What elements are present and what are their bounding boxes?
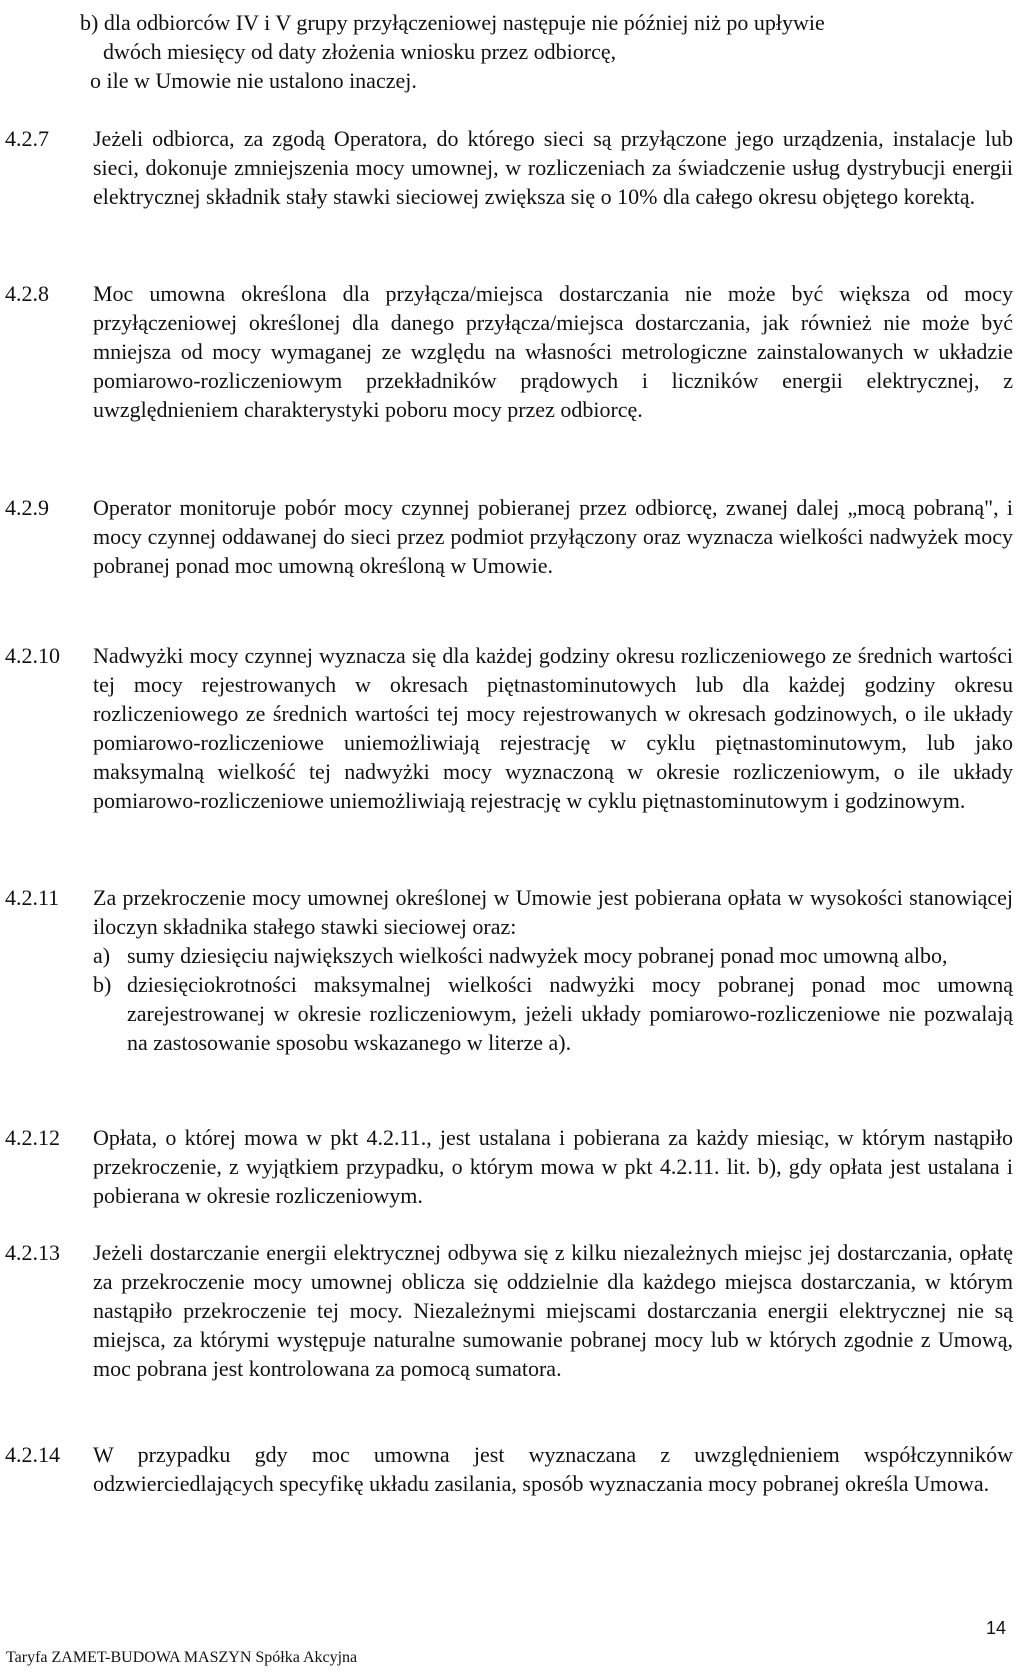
list-item-text: sumy dziesięciu największych wielkości nadwyżek mocy pobranej ponad moc umowną albo, [127, 943, 948, 968]
section-text-block [93, 883, 1013, 1057]
list-item-letter: b) [93, 972, 112, 997]
list-item [93, 941, 1013, 970]
list-item-text: dziesięciokrotności maksymalnej wielkości nadwyżki mocy pobranej ponad moc umowną zarejestrowanej w okresie rozliczeniowym, jeżeli układy pomiarowo-rozliczeniowe nie pozwalają na zastosowanie sposobu wskazanego w literze a). [127, 972, 1013, 1055]
list-item [93, 970, 1013, 1057]
continuation-line: b) dla odbiorców IV i V grupy przyłączeniowej następuje nie później niż po upływie [80, 10, 825, 35]
section-number: 4.2.9 [5, 495, 49, 520]
section-number: 4.2.12 [5, 1125, 60, 1150]
section-text: W przypadku gdy moc umowna jest wyznaczana z uwzględnieniem współczynników odzwierciedlających specyfikę układu zasilania, sposób wyznaczania mocy pobranej określa Umowa. [93, 1442, 1013, 1496]
footer-company-name: Taryfa ZAMET-BUDOWA MASZYN Spółka Akcyjna [6, 1649, 358, 1666]
section-text: Jeżeli odbiorca, za zgodą Operatora, do którego sieci są przyłączone jego urządzenia, instalacje lub sieci, dokonuje zmniejszenia mocy umownej, w rozliczeniach za świadczenie usług dystrybucji energii elektrycznej składnik stały stawki sieciowej zwiększa się o 10% dla całego okresu objętego korektą. [93, 126, 1013, 209]
continuation-paragraph [80, 8, 1010, 95]
section-number: 4.2.10 [5, 643, 60, 668]
section-number: 4.2.8 [5, 281, 49, 306]
page-number: 14 [986, 1618, 1007, 1638]
continuation-line: dwóch miesięcy od daty złożenia wniosku przez odbiorcę, [103, 39, 617, 64]
section-text: Jeżeli dostarczanie energii elektrycznej odbywa się z kilku niezależnych miejsc jej dostarczania, opłatę za przekroczenie mocy umownej oblicza się oddzielnie dla każdego miejsca dostarczania, w którym nastąpiło przekroczenie tej mocy. Niezależnymi miejscami dostarczania energii elektrycznej nie są miejsca, za którymi występuje naturalne sumowanie pobranej mocy lub w których zgodnie z Umową, moc pobrana jest kontrolowana za pomocą sumatora. [93, 1240, 1013, 1381]
continuation-line: o ile w Umowie nie ustalono inaczej. [90, 68, 417, 93]
section-number: 4.2.7 [5, 126, 49, 151]
section-text: Opłata, o której mowa w pkt 4.2.11., jest ustalana i pobierana za każdy miesiąc, w którym nastąpiło przekroczenie, z wyjątkiem przypadku, o którym mowa w pkt 4.2.11. lit. b), gdy opłata jest ustalana i pobierana w okresie rozliczeniowym. [93, 1125, 1013, 1208]
section-text: Za przekroczenie mocy umownej określonej w Umowie jest pobierana opłata w wysokości stanowiącej iloczyn składnika stałego stawki sieciowej oraz: [93, 885, 1013, 939]
section-text: Operator monitoruje pobór mocy czynnej pobieranej przez odbiorcę, zwanej dalej „mocą pobraną", i mocy czynnej oddawanej do sieci przez podmiot przyłączony oraz wyznacza wielkości nadwyżek mocy pobranej ponad moc umowną określoną w Umowie. [93, 495, 1013, 578]
section-text: Nadwyżki mocy czynnej wyznacza się dla każdej godziny okresu rozliczeniowego ze średnich wartości tej mocy rejestrowanych w okresach piętnastominutowych lub dla każdej godziny okresu rozliczeniowego ze średnich wartości tej mocy rejestrowanych w okresach godzinowych, o ile układy pomiarowo-rozliczeniowe uniemożliwiają rejestrację w cyklu piętnastominutowym, lub jako maksymalną wielkość tej nadwyżki mocy wyznaczoną w okresie rozliczeniowym, o ile układy pomiarowo-rozliczeniowe uniemożliwiają rejestrację w cyklu piętnastominutowym i godzinowym. [93, 643, 1013, 813]
section-number: 4.2.14 [5, 1442, 60, 1467]
list-item-letter: a) [93, 943, 111, 968]
section-number: 4.2.13 [5, 1240, 60, 1265]
section-text: Moc umowna określona dla przyłącza/miejsca dostarczania nie może być większa od mocy przyłączeniowej określonej dla danego przyłącza/miejsca dostarczania, jak również nie może być mniejsza od mocy wymaganej ze względu na własności metrologiczne zainstalowanych w układzie pomiarowo-rozliczeniowym przekładników prądowych i liczników energii elektrycznej, z uwzględnieniem charakterystyki poboru mocy przez odbiorcę. [93, 281, 1013, 422]
section-number: 4.2.11 [5, 885, 60, 910]
sub-list [93, 941, 1013, 1057]
